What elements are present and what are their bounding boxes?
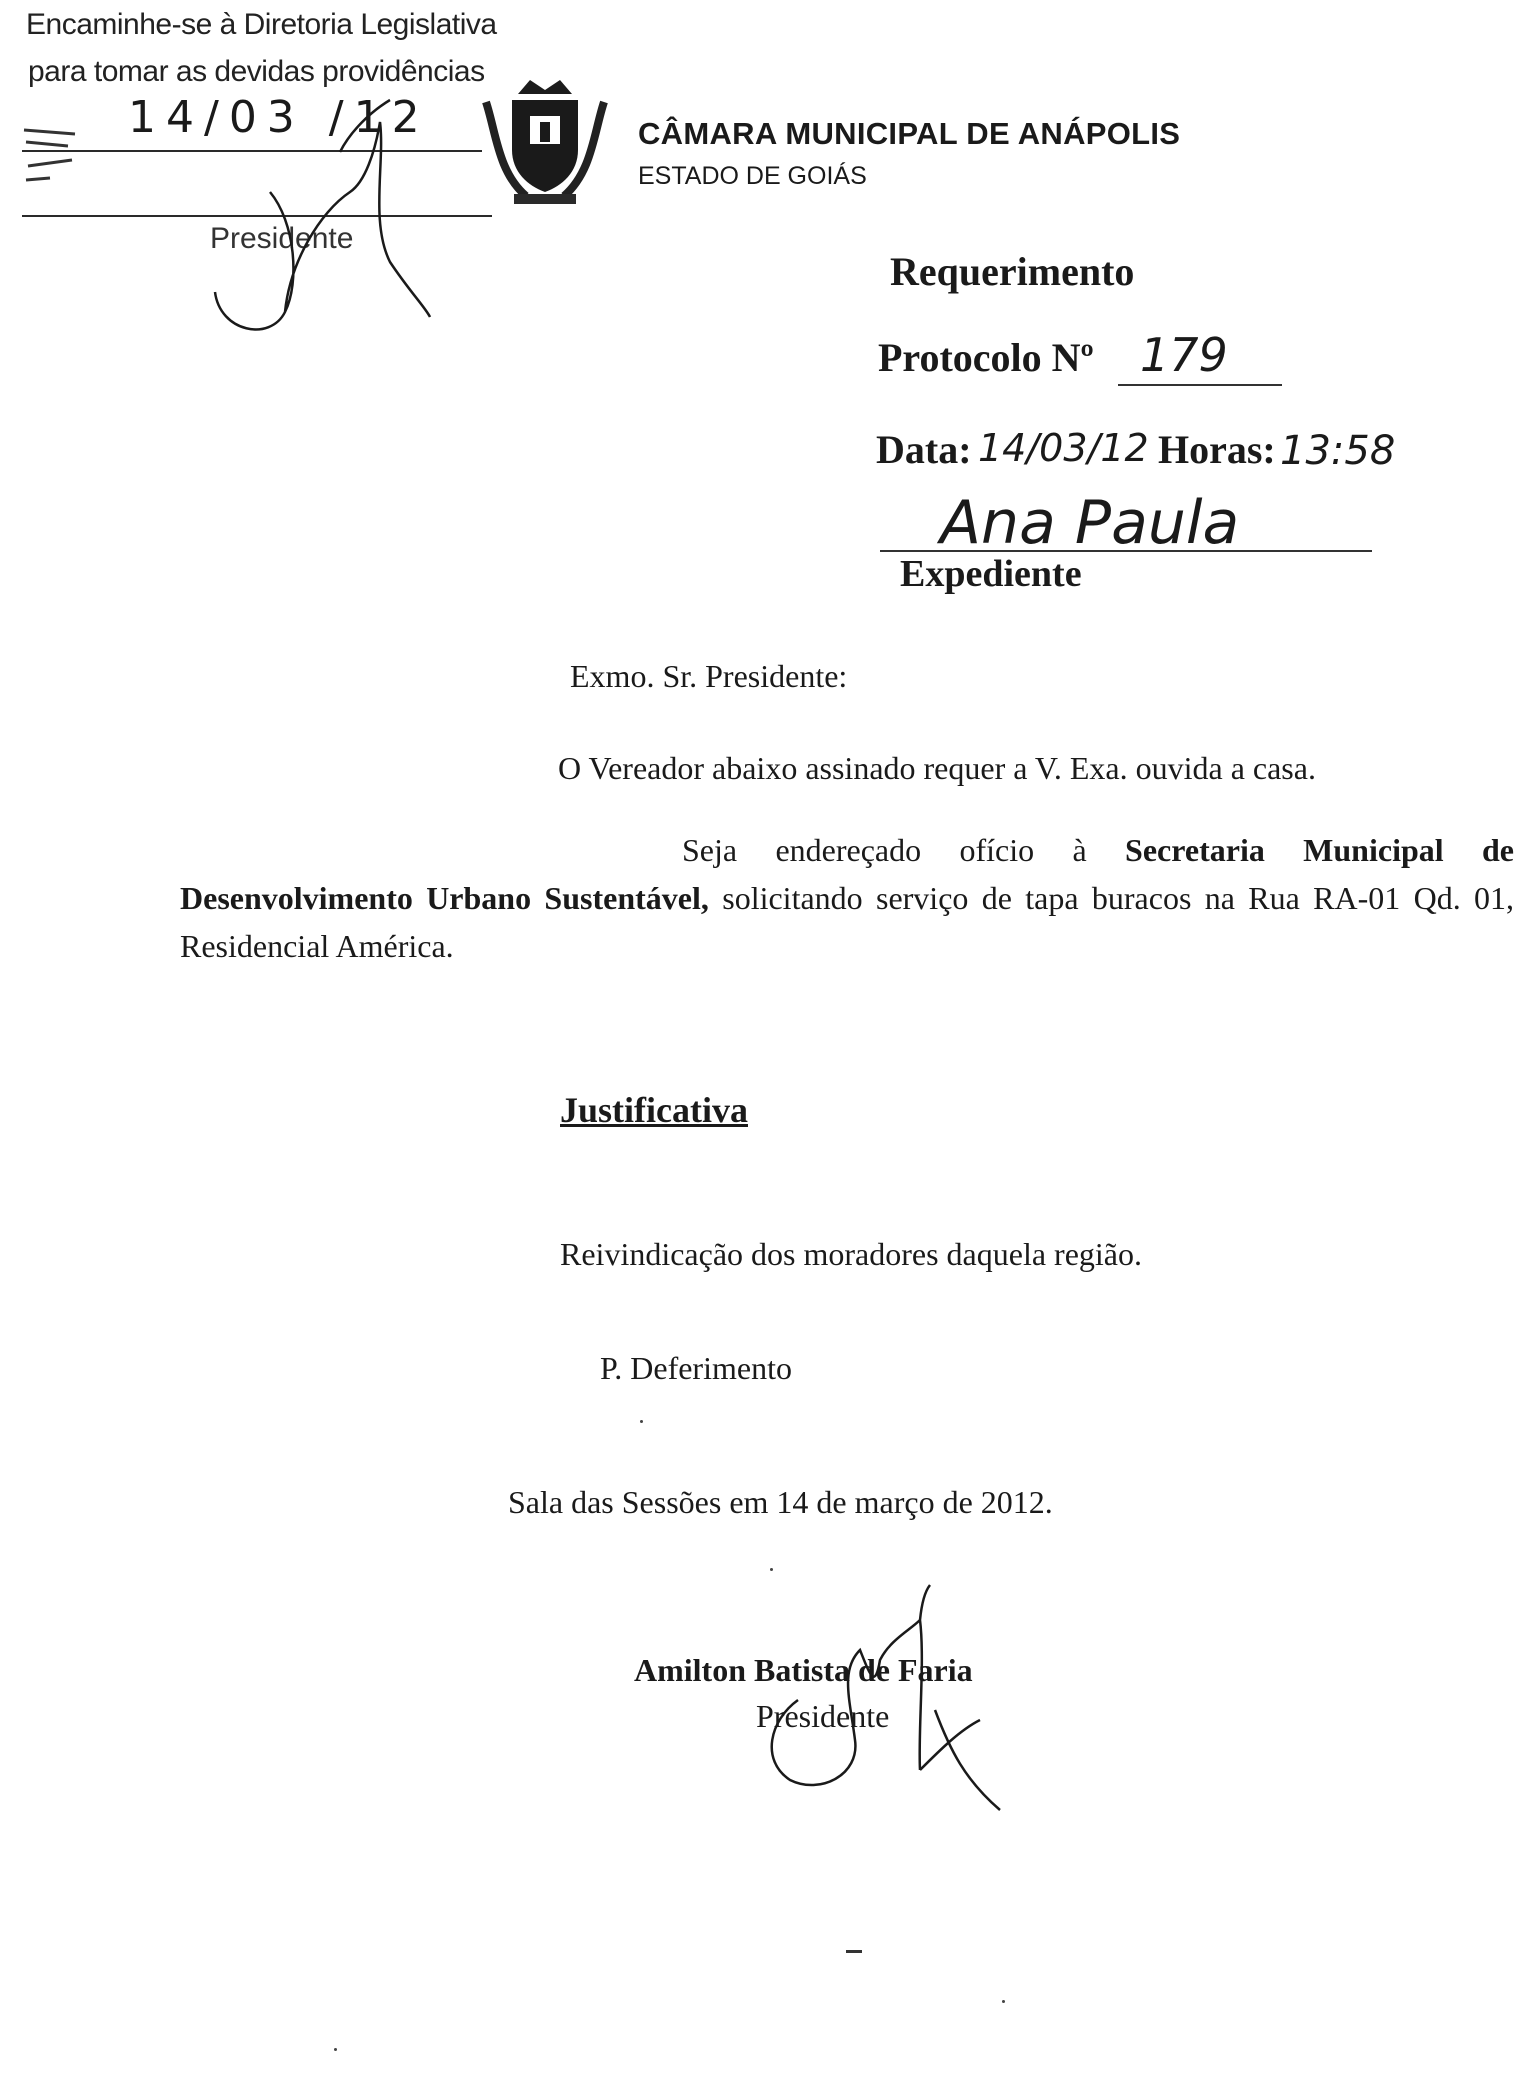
expediente-signature: Ana Paula	[940, 488, 1240, 558]
request-rest-text: solicitando serviço de tapa buracos na Rua RA-01 Qd. 01, Residencial América.	[180, 880, 1515, 964]
salutation: Exmo. Sr. Presidente:	[570, 658, 848, 694]
stamp-signature-label: Presidente	[210, 222, 354, 255]
protocol-number-line	[1118, 384, 1282, 386]
signatory-role: Presidente	[756, 1698, 890, 1734]
scan-dash	[846, 1950, 862, 1953]
stamp-scribbles-icon	[20, 120, 100, 200]
stamp-text-line-2: para tomar as devidas providências	[28, 55, 485, 88]
place-date: Sala das Sessões em 14 de março de 2012.	[508, 1484, 1053, 1520]
protocol-number: 179	[1140, 328, 1228, 382]
institution-name: CÂMARA MUNICIPAL DE ANÁPOLIS	[638, 116, 1181, 151]
scan-speck	[640, 1420, 643, 1423]
signatory-name: Amilton Batista de Faria	[634, 1652, 973, 1688]
request-paragraph	[180, 826, 1514, 970]
time-label: Horas:	[1158, 427, 1276, 472]
time-value: 13:58	[1280, 428, 1396, 474]
document-type-title: Requerimento	[890, 249, 1135, 294]
date-value: 14/03/12	[978, 426, 1149, 470]
scan-speck	[1002, 2000, 1005, 2003]
signatory-signature-icon	[750, 1580, 1020, 1820]
date-label: Data:	[876, 427, 972, 472]
justification-text: Reivindicação dos moradores daquela região.	[560, 1236, 1142, 1272]
closing-text: P. Deferimento	[600, 1350, 792, 1386]
institution-state: ESTADO DE GOIÁS	[638, 162, 867, 190]
stamp-president-signature-icon	[200, 92, 440, 342]
request-indent-text: Seja endereçado ofício à	[682, 832, 1087, 868]
stamp-text-line-1: Encaminhe-se à Diretoria Legislativa	[26, 8, 497, 41]
expediente-label: Expediente	[900, 553, 1082, 595]
scan-speck	[770, 1568, 773, 1571]
justification-title: Justificativa	[560, 1090, 748, 1130]
municipal-coat-of-arms-icon	[478, 72, 613, 212]
intro-paragraph: O Vereador abaixo assinado requer a V. Exa. ouvida a casa.	[558, 750, 1316, 786]
stamp-handwritten-date: 14/03 /12	[128, 92, 430, 143]
request-bold-recipient: Secretaria Municipal de Desenvolvimento Urbano Sustentável,	[180, 832, 1515, 916]
protocol-label: Protocolo Nº	[878, 335, 1094, 380]
scan-speck	[334, 2048, 337, 2051]
